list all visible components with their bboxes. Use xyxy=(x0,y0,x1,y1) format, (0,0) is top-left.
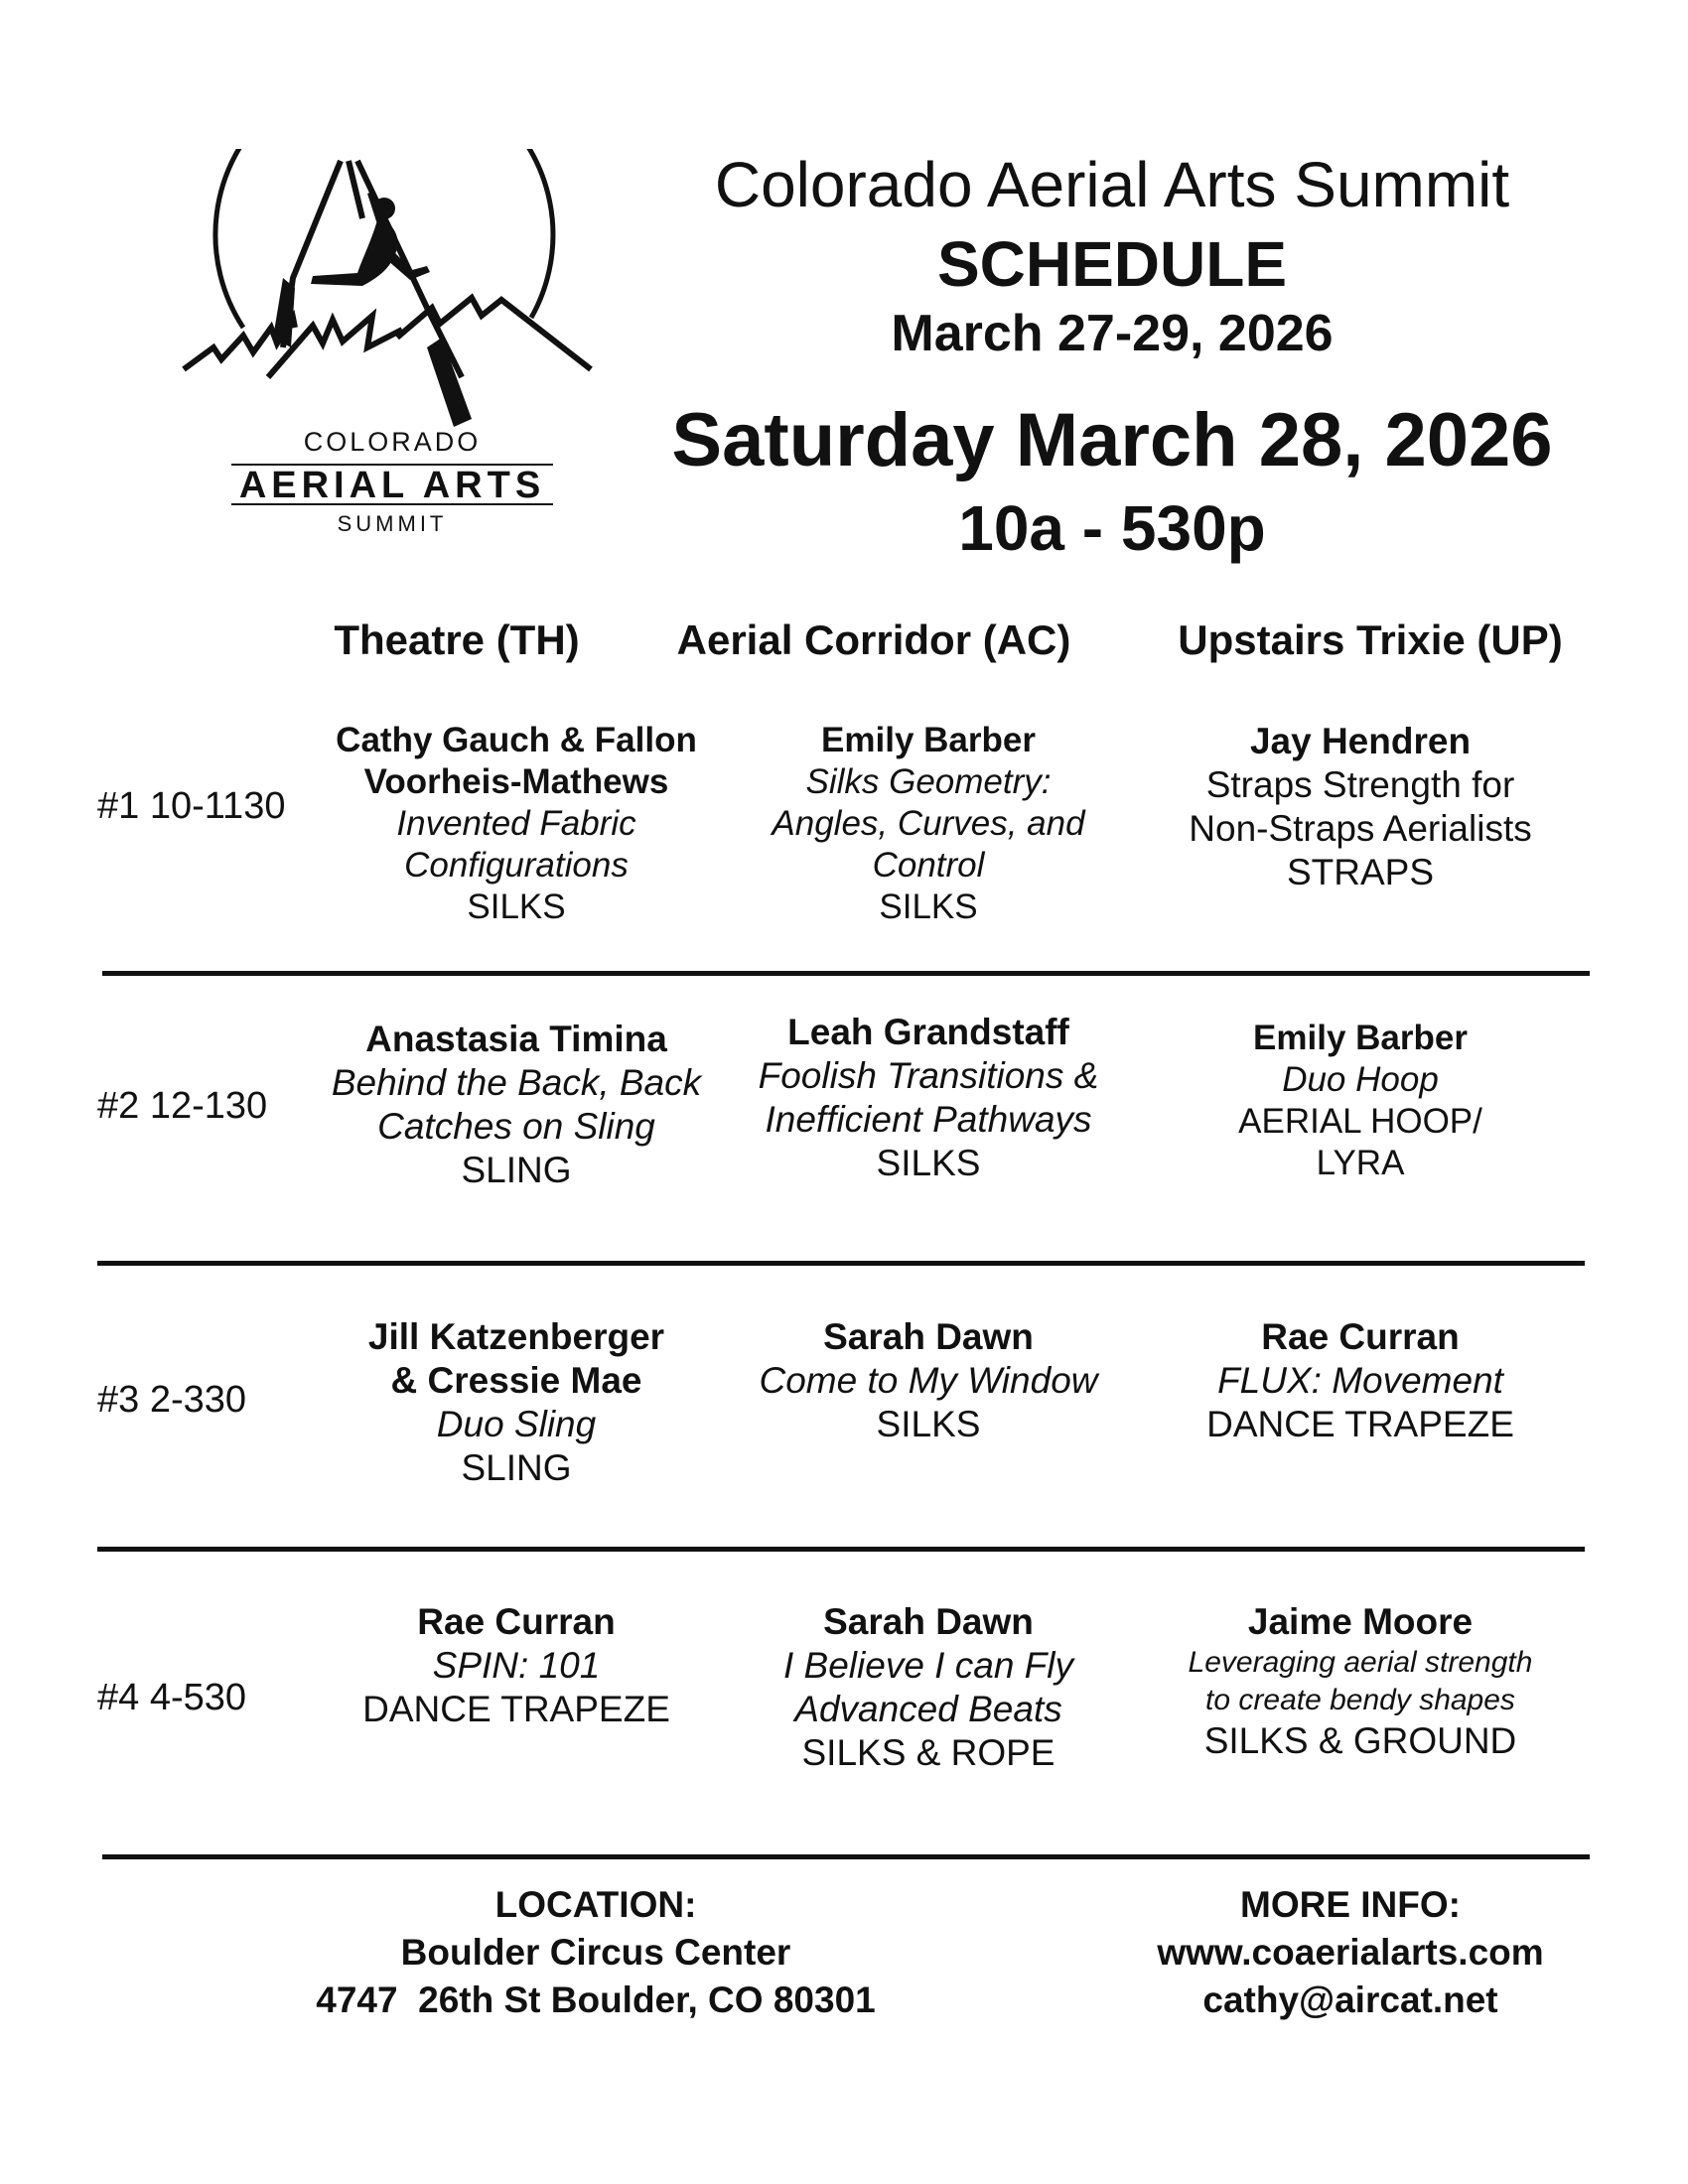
class-cell xyxy=(1142,720,1579,894)
row-divider xyxy=(102,1854,1590,1859)
instructor-name: Emily Barber xyxy=(821,721,1036,759)
info-url[interactable]: www.coaerialarts.com xyxy=(1157,1932,1544,1973)
class-title: FLUX: Movement xyxy=(1217,1360,1503,1401)
instructor-name: Anastasia Timina xyxy=(365,1019,667,1059)
row-divider xyxy=(97,1547,1585,1552)
column-heading-upstairs-trixie: Upstairs Trixie (UP) xyxy=(1178,616,1563,663)
row-divider xyxy=(97,1261,1585,1266)
info-block xyxy=(1053,1881,1648,2024)
class-cell xyxy=(1142,1600,1579,1763)
class-apparatus: SILKS xyxy=(876,1404,981,1444)
instructor-name: Jill Katzenberger & Cressie Mae xyxy=(367,1316,665,1401)
class-title: Duo Sling xyxy=(436,1404,597,1444)
class-title: I Believe I can Fly Advanced Beats xyxy=(782,1645,1073,1729)
class-apparatus: Straps Strength for Non-Straps Aerialists STRAPS xyxy=(1189,764,1532,892)
class-cell xyxy=(308,720,725,928)
schedule-heading: SCHEDULE xyxy=(936,228,1288,300)
class-apparatus: SILKS xyxy=(879,887,978,926)
instructor-name: Rae Curran xyxy=(417,1601,616,1642)
slot-label: #3 2-330 xyxy=(97,1379,247,1421)
class-cell xyxy=(735,1315,1122,1446)
class-cell xyxy=(1142,1315,1579,1446)
column-heading-theatre: Theatre (TH) xyxy=(334,616,580,663)
location-heading: LOCATION: xyxy=(494,1884,697,1925)
class-apparatus: SILKS xyxy=(467,887,566,926)
class-apparatus: SILKS & GROUND xyxy=(1203,1720,1517,1761)
class-apparatus: DANCE TRAPEZE xyxy=(362,1689,670,1729)
location-address: 4747 26th St Boulder, CO 80301 xyxy=(316,1979,876,2020)
schedule-hours: 10a - 530p xyxy=(958,492,1266,564)
instructor-name: Sarah Dawn xyxy=(823,1316,1034,1357)
class-cell xyxy=(1162,1018,1559,1184)
instructor-name: Leah Grandstaff xyxy=(787,1012,1069,1052)
instructor-name: Jaime Moore xyxy=(1247,1601,1474,1642)
summit-logo xyxy=(174,149,611,546)
class-apparatus: SLING xyxy=(461,1150,572,1190)
row-divider xyxy=(102,971,1590,976)
class-title: Silks Geometry: Angles, Curves, and Control xyxy=(772,762,1085,885)
class-cell xyxy=(308,1315,725,1490)
logo-line-aerial-arts: AERIAL ARTS xyxy=(238,465,546,506)
event-dates: March 27-29, 2026 xyxy=(891,305,1334,362)
class-apparatus: SLING xyxy=(461,1447,572,1488)
class-title: Leveraging aerial strength to create bendy shapes xyxy=(1188,1646,1533,1716)
class-apparatus: DANCE TRAPEZE xyxy=(1206,1404,1514,1444)
logo-line-summit: SUMMIT xyxy=(337,511,448,536)
class-title: SPIN: 101 xyxy=(432,1645,601,1686)
class-title: Duo Hoop xyxy=(1282,1060,1439,1099)
info-heading: MORE INFO: xyxy=(1240,1884,1461,1925)
info-email[interactable]: cathy@aircat.net xyxy=(1202,1979,1498,2020)
instructor-name: Jay Hendren xyxy=(1249,721,1472,761)
class-apparatus: SILKS & ROPE xyxy=(801,1732,1055,1773)
instructor-name: Sarah Dawn xyxy=(823,1601,1034,1642)
slot-label: #1 10-1130 xyxy=(97,785,286,827)
event-title: Colorado Aerial Arts Summit xyxy=(714,149,1510,220)
instructor-name: Rae Curran xyxy=(1261,1316,1460,1357)
class-cell xyxy=(725,1011,1132,1185)
class-cell xyxy=(308,1600,725,1731)
class-cell xyxy=(735,720,1122,928)
logo-line-colorado: COLORADO xyxy=(303,427,482,457)
class-apparatus: AERIAL HOOP/ LYRA xyxy=(1238,1102,1482,1182)
class-apparatus: SILKS xyxy=(876,1143,981,1183)
class-cell xyxy=(735,1600,1122,1775)
location-name: Boulder Circus Center xyxy=(400,1932,791,1973)
class-title: Behind the Back, Back Catches on Sling xyxy=(331,1062,702,1147)
class-cell xyxy=(298,1018,735,1192)
slot-label: #4 4-530 xyxy=(97,1677,247,1718)
class-title: Foolish Transitions & Inefficient Pathways xyxy=(758,1055,1099,1140)
location-block xyxy=(268,1881,923,2024)
class-title: Invented Fabric Configurations xyxy=(396,804,636,885)
class-title: Come to My Window xyxy=(759,1360,1098,1401)
column-heading-aerial-corridor: Aerial Corridor (AC) xyxy=(676,616,1071,663)
slot-label: #2 12-130 xyxy=(97,1085,268,1127)
instructor-name: Emily Barber xyxy=(1253,1019,1468,1057)
instructor-name: Cathy Gauch & Fallon Voorheis-Mathews xyxy=(336,721,697,801)
schedule-day: Saturday March 28, 2026 xyxy=(671,398,1553,482)
